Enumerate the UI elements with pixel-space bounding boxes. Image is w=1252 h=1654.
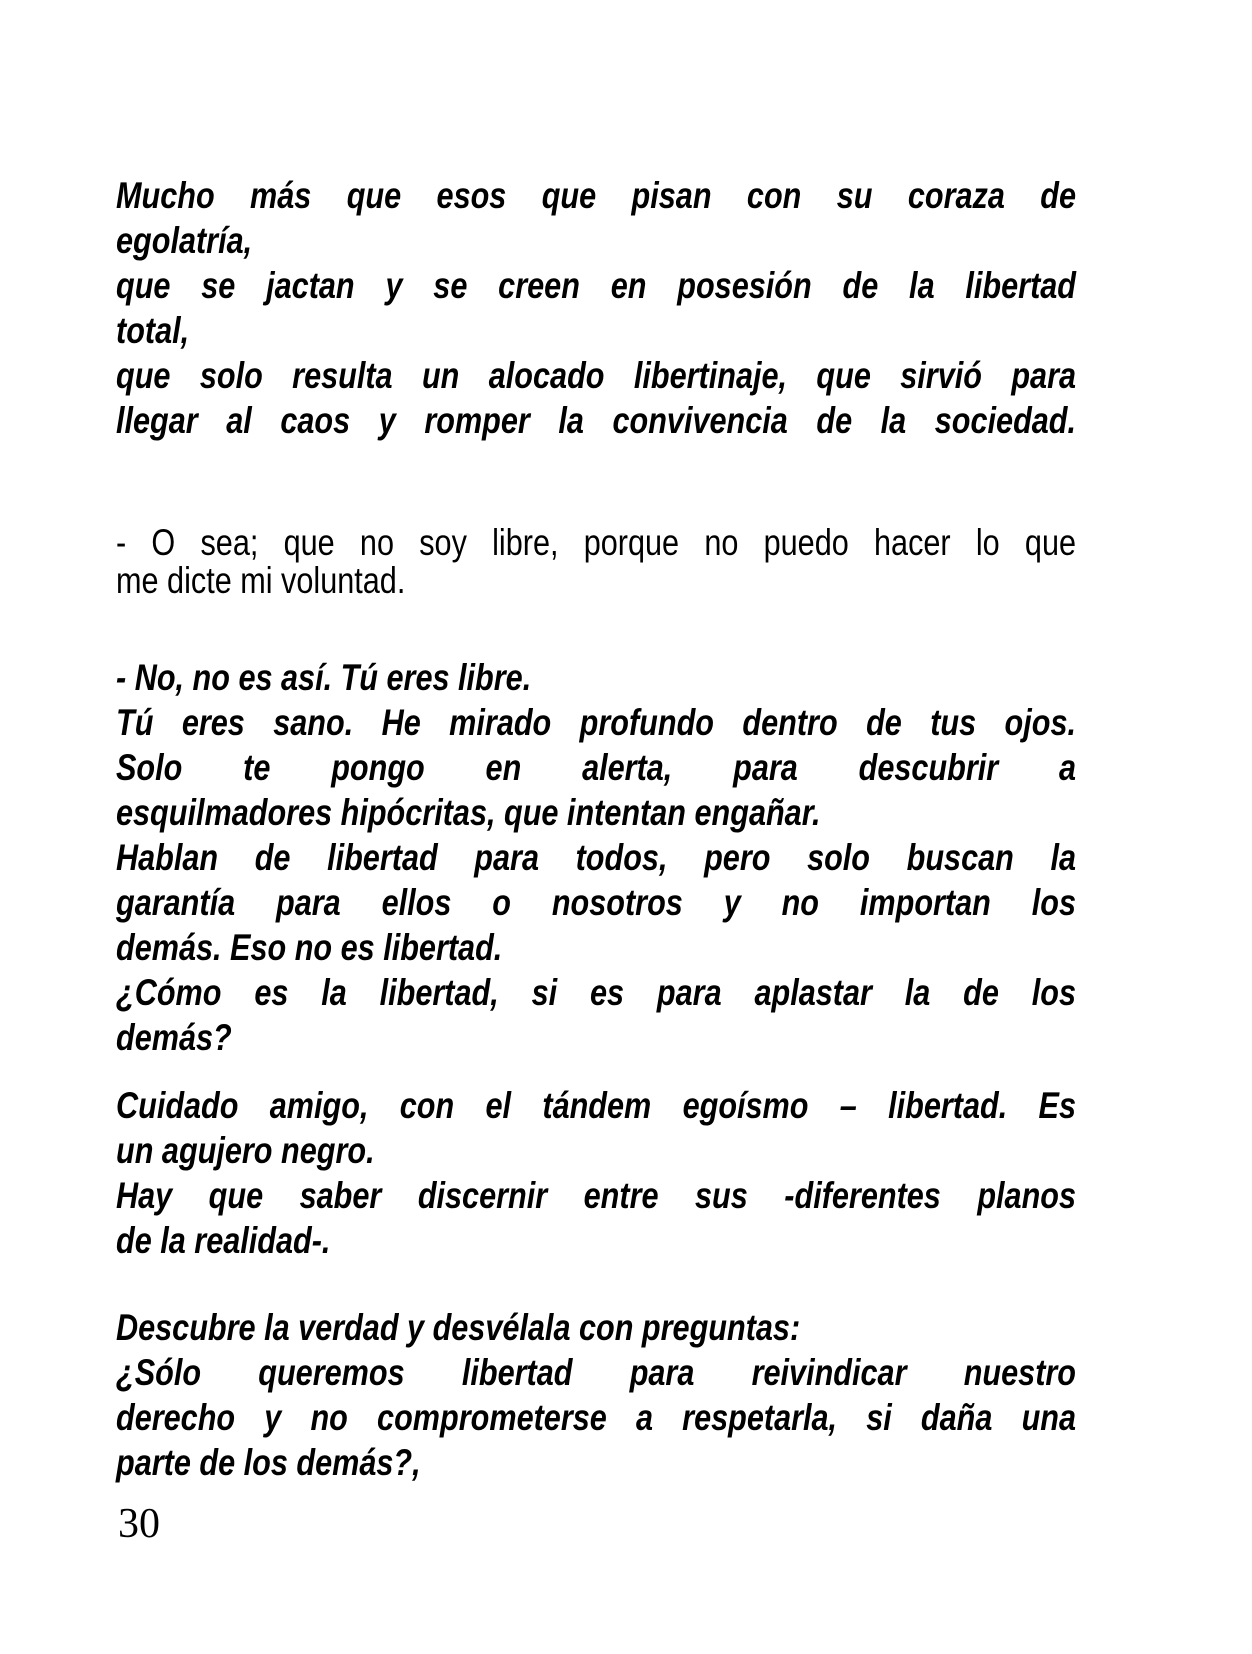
- text-line: esquilmadores hipócritas, que intentan engañar.: [116, 792, 821, 833]
- text-line: me dicte mi voluntad.: [116, 560, 406, 601]
- text-line: egolatría,: [116, 220, 253, 261]
- paragraph-descubre: [116, 1305, 1076, 1485]
- text-line: un agujero negro.: [116, 1130, 375, 1171]
- paragraph-no-es-asi: [116, 655, 1076, 1060]
- text-line: - O sea; que no soy libre, porque no puedo hacer lo que: [116, 522, 1077, 563]
- text-line: ¿Sólo queremos libertad para reivindicar nuestro: [116, 1352, 1077, 1393]
- text-content: [116, 173, 1076, 1485]
- text-line: Descubre la verdad y desvélala con preguntas:: [116, 1307, 801, 1348]
- paragraph-mucho-mas: [116, 173, 1076, 443]
- text-line: que solo resulta un alocado libertinaje, que sirvió para: [116, 355, 1077, 396]
- text-line: de la realidad-.: [116, 1220, 331, 1261]
- text-line: ¿Cómo es la libertad, si es para aplastar la de los: [116, 972, 1077, 1013]
- text-line: - No, no es así. Tú eres libre.: [116, 657, 532, 698]
- text-line: Mucho más que esos que pisan con su coraza de: [116, 175, 1077, 216]
- text-line: demás?: [116, 1017, 232, 1058]
- text-line: Hablan de libertad para todos, pero solo buscan la: [116, 837, 1077, 878]
- page-number: 30: [118, 1501, 160, 1547]
- text-line: que se jactan y se creen en posesión de la libertad: [116, 265, 1077, 306]
- text-line: demás. Eso no es libertad.: [116, 927, 503, 968]
- text-line: Cuidado amigo, con el tándem egoísmo – libertad. Es: [116, 1085, 1077, 1126]
- text-line: parte de los demás?,: [116, 1442, 421, 1483]
- text-line: garantía para ellos o nosotros y no importan los: [116, 882, 1077, 923]
- text-line: Tú eres sano. He mirado profundo dentro de tus ojos.: [116, 702, 1077, 743]
- paragraph-o-sea: [116, 524, 1076, 600]
- text-line: derecho y no comprometerse a respetarla, si daña una: [116, 1397, 1077, 1438]
- text-line: Hay que saber discernir entre sus -diferentes planos: [116, 1175, 1077, 1216]
- paragraph-cuidado-amigo: [116, 1083, 1076, 1263]
- text-line: Solo te pongo en alerta, para descubrir a: [116, 747, 1077, 788]
- text-line: llegar al caos y romper la convivencia de la sociedad.: [116, 400, 1077, 441]
- text-line: total,: [116, 310, 190, 351]
